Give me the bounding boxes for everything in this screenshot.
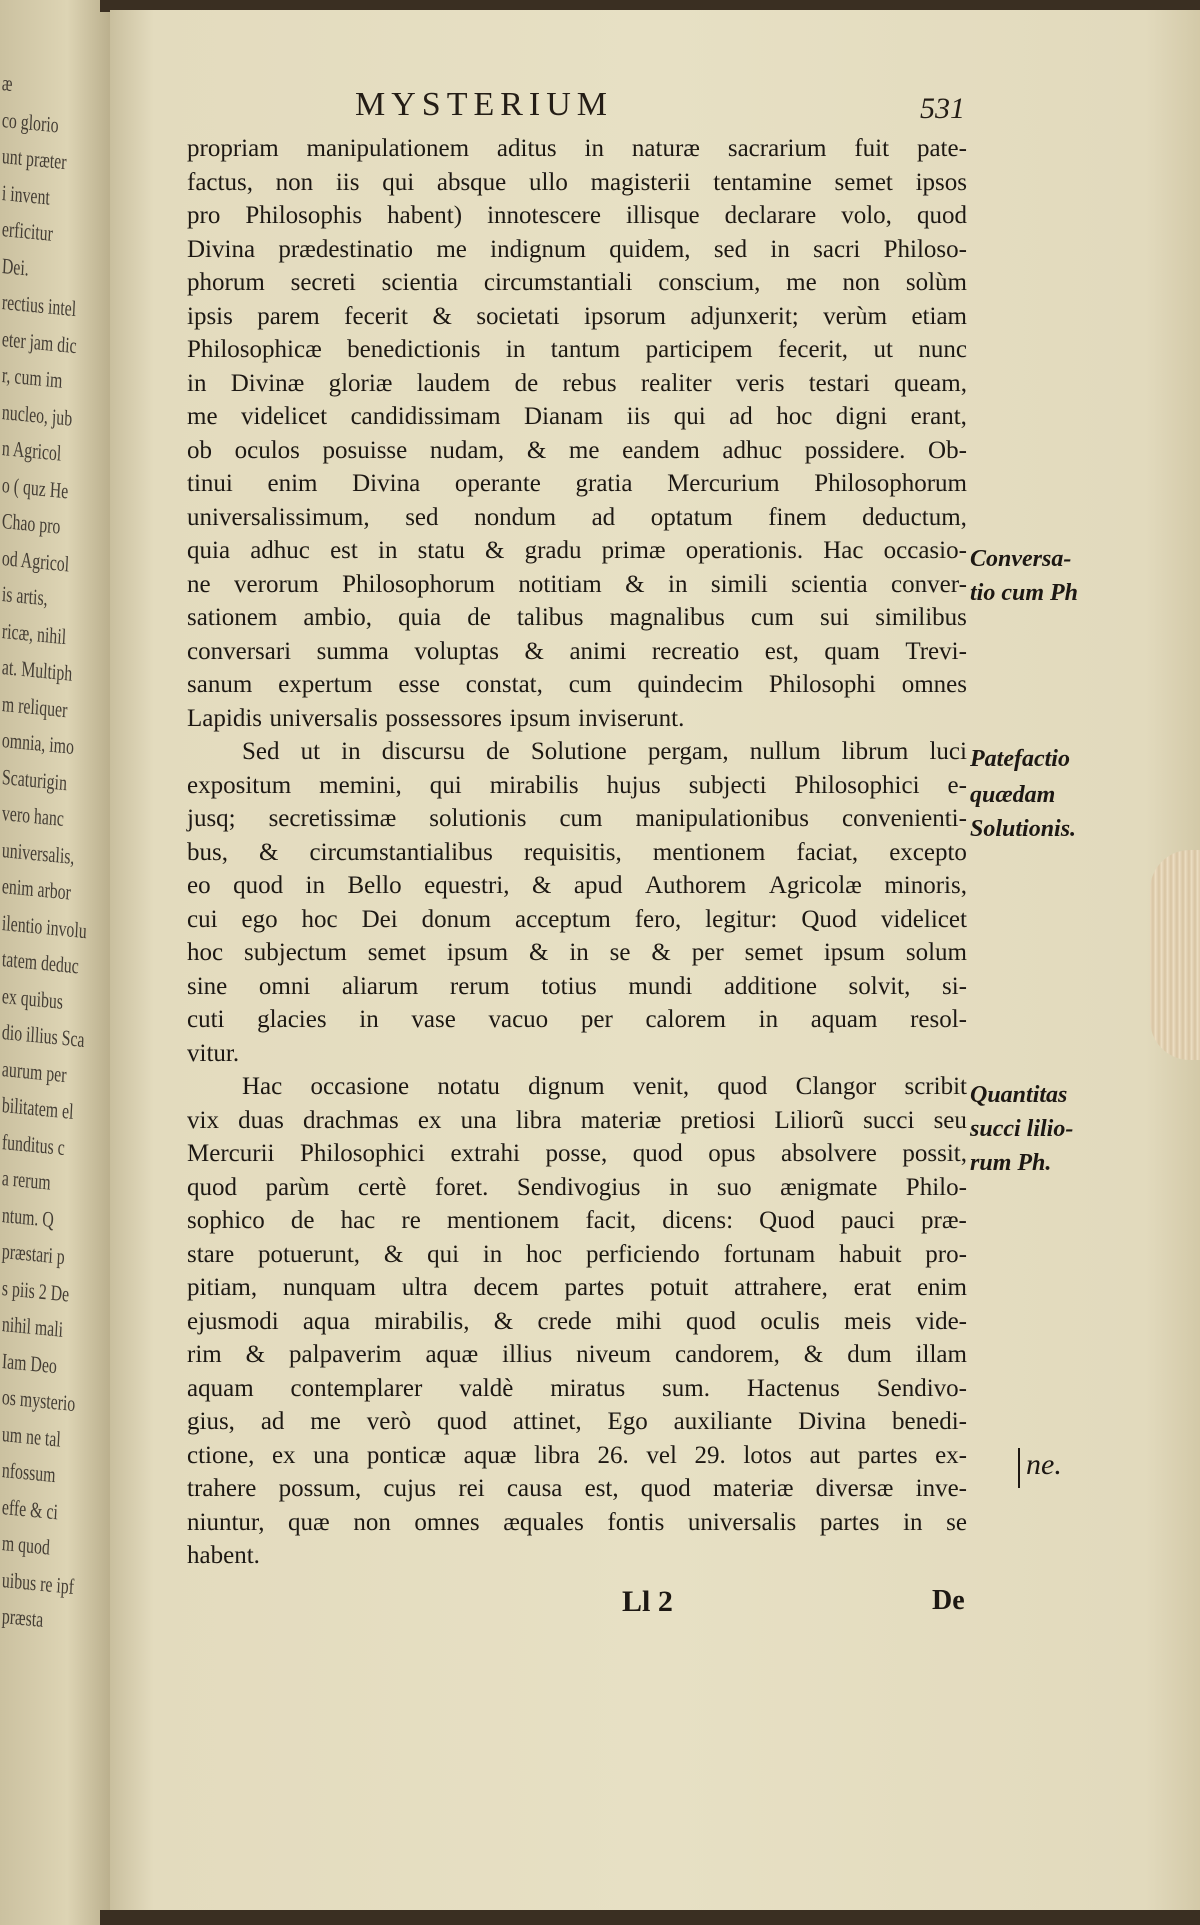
text-line: eo quod in Bello equestri, & apud Authorem Agricolæ minoris, [187, 872, 967, 899]
text-line: Philosophicæ benedictionis in tantum participem fecerit, ut nunc [187, 336, 967, 363]
handwritten-margin-mark: ne. [1018, 1448, 1062, 1488]
text-line: sationem ambio, quia de talibus magnalibus cum sui similibus [187, 604, 967, 631]
text-line: sine omni aliarum rerum totius mundi additione solvit, si- [187, 972, 967, 1000]
text-line: vitur. [187, 1039, 240, 1067]
marginal-note: tio cum Ph [970, 580, 1079, 606]
text-line: stare potuerunt, & qui in hoc perficiendo fortunam habuit pro- [187, 1240, 967, 1268]
previous-page-fragment: tatem deduc [1, 946, 80, 979]
text-line: bus, & circumstantialibus requisitis, mentionem faciat, excepto [187, 838, 967, 866]
previous-page-fragment: m quod [1, 1530, 51, 1560]
previous-page-fragment: unt præter [1, 143, 68, 175]
previous-page-fragment: nucleo, jub [1, 398, 73, 431]
text-line: tinui enim Divina operante gratia Mercurium Philosophorum [187, 470, 967, 497]
text-line: factus, non iis qui absque ullo magisterii tentamine semet ipsos [187, 168, 967, 196]
marginal-note: rum Ph. [970, 1150, 1052, 1176]
text-line: propriam manipulationem aditus in naturæ sacrarium fuit pate- [187, 135, 967, 162]
signature-mark: Ll 2 [622, 1585, 673, 1618]
previous-page-fragment: præsta [1, 1603, 44, 1632]
brush-object [1150, 850, 1200, 1060]
previous-page-fragment: at. Multiph [1, 654, 73, 686]
previous-page-fragment: nfossum [1, 1457, 57, 1488]
marginal-note: Quantitas [970, 1082, 1068, 1108]
marginal-note: quædam [970, 782, 1056, 808]
previous-page-fragment: is artis, [1, 581, 49, 611]
previous-page-fragment: Iam Deo [1, 1347, 58, 1378]
text-line: quia adhuc est in statu & gradu primæ operationis. Hac occasio- [187, 537, 967, 564]
previous-page-fragment: ntum. Q [1, 1201, 55, 1232]
marginal-note: Patefactio [970, 746, 1070, 772]
previous-page-fragment: Scaturigin [1, 763, 68, 795]
text-line: vix duas drachmas ex una libra materiæ pretiosi Liliorũ succi seu [187, 1106, 967, 1134]
text-line: rim & palpaverim aquæ illius niveum candorem, & dum illam [187, 1341, 967, 1368]
previous-page-fragment: r, cum im [1, 362, 64, 393]
previous-page-fragment: um ne tal [1, 1420, 62, 1452]
previous-page-fragment: m reliquer [1, 690, 69, 722]
previous-page-fragment: omnia, imo [1, 727, 75, 759]
text-line: in Divinæ gloriæ laudem de rebus realiter veris testari queam, [187, 369, 967, 397]
running-header: MYSTERIUM [355, 86, 614, 123]
previous-page-fragment: ilentio involu [1, 909, 88, 943]
previous-page-fragment: dio illius Sca [1, 1019, 86, 1052]
previous-page-fragment: s piis 2 De [1, 1274, 70, 1306]
previous-page-fragment: od Agricol [1, 544, 70, 576]
marginal-note: Solutionis. [970, 816, 1077, 842]
previous-page-fragment: os mysterio [1, 1384, 76, 1417]
text-line: sanum expertum esse constat, cum quindecim Philosophi omnes [187, 671, 967, 698]
text-line: ob oculos posuisse nudam, & me eandem adhuc possidere. Ob- [187, 436, 967, 464]
previous-page-fragment: Dei. [1, 252, 30, 281]
previous-page-fragment: bilitatem el [1, 1092, 75, 1124]
text-line: hoc subjectum semet ipsum & in se & per semet ipsum solum [187, 939, 967, 966]
previous-page-fragment: o ( quz He [1, 471, 69, 503]
previous-page-fragment: præstari p [1, 1238, 66, 1270]
text-line: aquam contemplarer valdè miratus sum. Hactenus Sendivo- [187, 1374, 967, 1402]
text-line: pro Philosophis habent) innotescere illisque declarare volo, quod [187, 202, 967, 229]
previous-page-fragment: vero hanc [1, 800, 65, 831]
previous-page-fragment: erficitur [1, 216, 54, 246]
text-line: Sed ut in discursu de Solutione pergam, nullum librum luci [242, 738, 967, 765]
text-line: niuntur, quæ non omnes æquales fontis universalis partes in se [187, 1508, 967, 1536]
text-line: sophico de hac re mentionem facit, dicens: Quod pauci præ- [187, 1207, 967, 1234]
previous-page-fragment: enim arbor [1, 873, 72, 905]
text-line: Mercurii Philosophici extrahi posse, quod opus absolvere possit, [187, 1140, 967, 1167]
previous-page-edge [0, 0, 114, 1925]
text-line: ejusmodi aqua mirabilis, & crede mihi quod oculis meis vide- [187, 1307, 967, 1335]
previous-page-fragment: co glorio [1, 106, 60, 137]
previous-page-fragment: Chao pro [1, 508, 62, 539]
text-line: ne verorum Philosophorum notitiam & in simili scientia conver- [187, 570, 967, 598]
previous-page-fragment: effe & ci [1, 1493, 59, 1524]
text-line: habent. [187, 1542, 260, 1569]
text-line: me videlicet candidissimam Dianam iis qui ad hoc digni erant, [187, 403, 967, 430]
previous-page-fragment: nihil mali [1, 1311, 64, 1342]
text-line: universalissimum, sed nondum ad optatum finem deductum, [187, 503, 967, 531]
previous-page-fragment: a rerum [1, 1165, 52, 1195]
text-line: pitiam, nunquam ultra decem partes potuit attrahere, erat enim [187, 1274, 967, 1301]
text-line: cui ego hoc Dei donum acceptum fero, legitur: Quod videlicet [187, 905, 967, 933]
catchword: De [932, 1585, 965, 1616]
text-line: quod parùm certè foret. Sendivogius in suo ænigmate Philo- [187, 1173, 967, 1201]
previous-page-fragment: i invent [1, 179, 51, 210]
previous-page-fragment: n Agricol [1, 435, 62, 466]
previous-page-fragment: æ [1, 70, 14, 96]
text-line: expositum memini, qui mirabilis hujus subjecti Philosophici e- [187, 771, 967, 799]
bottom-edge [100, 1910, 1200, 1925]
text-line: Lapidis universalis possessores ipsum inviserunt. [187, 704, 685, 732]
previous-page-fragment: aurum per [1, 1055, 68, 1087]
previous-page-fragment: ex quibus [1, 982, 64, 1014]
previous-page-fragment: uibus re ipf [1, 1566, 75, 1599]
text-line: gius, ad me verò quod attinet, Ego auxiliante Divina benedi- [187, 1408, 967, 1435]
text-line: cuti glacies in vase vacuo per calorem in aquam resol- [187, 1006, 967, 1033]
previous-page-fragment: rectius intel [1, 289, 77, 322]
previous-page-fragment: universalis, [1, 836, 76, 869]
text-line: Divina prædestinatio me indignum quidem, sed in sacri Philoso- [187, 235, 967, 263]
page-number: 531 [920, 92, 965, 125]
previous-page-fragment: ricæ, nihil [1, 617, 67, 649]
text-line: Hac occasione notatu dignum venit, quod Clangor scribit [242, 1073, 967, 1100]
marginal-note: Conversa- [970, 546, 1072, 572]
text-line: jusq; secretissimæ solutionis cum manipulationibus convenienti- [187, 805, 967, 832]
previous-page-fragment: funditus c [1, 1128, 66, 1160]
text-line: phorum secreti scientia circumstantiali conscium, me non solùm [187, 269, 967, 296]
text-line: trahere possum, cujus rei causa est, quod materiæ diversæ inve- [187, 1475, 967, 1502]
text-line: ctione, ex una ponticæ aquæ libra 26. vel 29. lotos aut partes ex- [187, 1441, 967, 1469]
text-line: ipsis parem fecerit & societati ipsorum adjunxerit; verùm etiam [187, 302, 967, 330]
marginal-note: succi lilio- [970, 1116, 1074, 1142]
body-text [187, 132, 967, 1573]
text-line: conversari summa voluptas & animi recreatio est, quam Trevi- [187, 637, 967, 665]
previous-page-fragment: eter jam dic [1, 325, 78, 358]
